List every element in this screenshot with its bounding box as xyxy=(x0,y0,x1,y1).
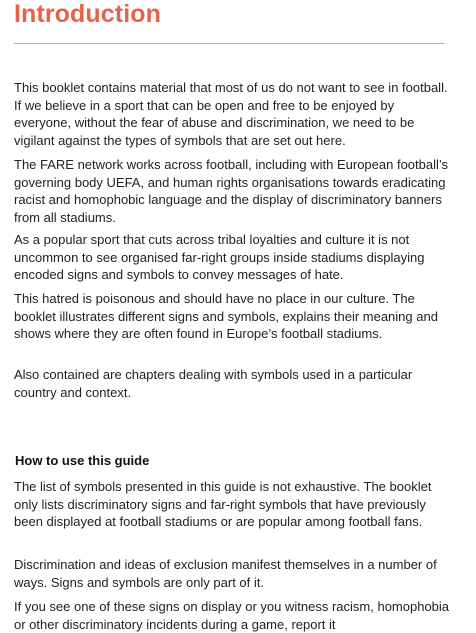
page-title: Introduction xyxy=(14,0,162,28)
intro-paragraph-5: Also contained are chapters dealing with symbols used in a particular country and context. xyxy=(14,367,413,400)
section-heading: How to use this guide xyxy=(15,453,150,468)
intro-paragraph-4: This hatred is poisonous and should have no place in our culture. The booklet illustrates different signs and symbols, explains their meaning and shows where they are often found in Europe’s football stadiums. xyxy=(14,291,438,342)
guide-paragraph-3: If you see one of these signs on display or you witness racism, homophobia or other discriminatory incidents during a game, report it xyxy=(14,599,450,632)
intro-paragraph-1: This booklet contains material that most of us do not want to see in football. If we believe in a sport that can be open and free to be enjoyed by everyone, without the fear of abuse and discrimination, we need to be vigilant against the types of symbols that are set out here. xyxy=(14,80,448,148)
guide-paragraph-2: Discrimination and ideas of exclusion manifest themselves in a number of ways. Signs and symbols are only part of it. xyxy=(14,557,437,590)
intro-paragraph-2: The FARE network works across football, including with European football’s governing body UEFA, and human rights organisations towards eradicating racist and homophobic language and the display of discriminatory banners from all stadiums. xyxy=(14,157,449,225)
intro-paragraph-3: As a popular sport that cuts across tribal loyalties and culture it is not uncommon to see organised far-right groups inside stadiums displaying encoded signs and symbols to convey messages of hate. xyxy=(14,232,425,283)
title-divider xyxy=(14,43,444,44)
guide-paragraph-1: The list of symbols presented in this guide is not exhaustive. The booklet only lists discriminatory signs and far-right symbols that have previously been displayed at football stadiums or are popular among football fans. xyxy=(14,479,432,530)
